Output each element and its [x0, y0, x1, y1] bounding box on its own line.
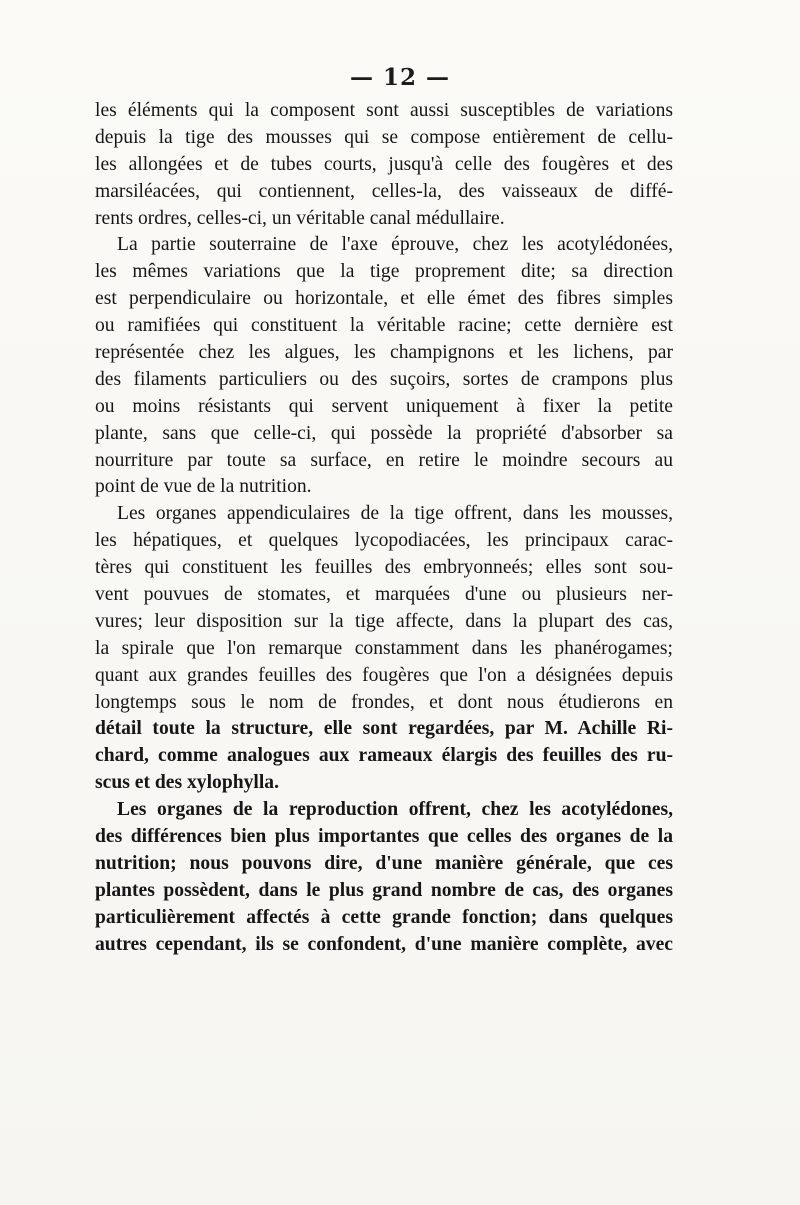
text-line: autres cependant, ils se confondent, d'une manière complète, avec — [95, 933, 673, 955]
text-line: point de vue de la nutrition. — [95, 476, 312, 498]
text-line: chard, comme analogues aux rameaux élargis des feuilles des ru- — [95, 745, 673, 767]
text-line: la spirale que l'on remarque constamment dans les phanérogames; — [95, 637, 673, 659]
text-line: est perpendiculaire ou horizontale, et elle émet des fibres simples — [95, 288, 673, 310]
page-number: — 12 — — [349, 64, 451, 91]
text-line: les mêmes variations que la tige proprement dite; sa direction — [95, 261, 673, 283]
text-line: détail toute la structure, elle sont regardées, par M. Achille Ri- — [95, 718, 673, 740]
text-line: vent pouvues de stomates, et marquées d'une ou plusieurs ner- — [95, 584, 673, 606]
text-line: les éléments qui la composent sont aussi susceptibles de variations — [95, 100, 673, 121]
text-line: longtemps sous le nom de frondes, et dont nous étudierons en — [95, 691, 673, 713]
text-line: Les organes appendiculaires de la tige offrent, dans les mousses, — [117, 503, 673, 525]
text-line: depuis la tige des mousses qui se compose entièrement de cellu- — [95, 126, 673, 148]
text-line: scus et des xylophylla. — [95, 772, 279, 794]
text-line: La partie souterraine de l'axe éprouve, chez les acotylédonées, — [117, 234, 673, 256]
text-line: particulièrement affectés à cette grande fonction; dans quelques — [95, 906, 673, 928]
text-line: nutrition; nous pouvons dire, d'une manière générale, que ces — [95, 852, 673, 874]
text-line: des différences bien plus importantes que celles des organes de la — [95, 826, 673, 848]
text-line: les hépatiques, et quelques lycopodiacées, les principaux carac- — [95, 530, 673, 552]
body-text — [95, 98, 673, 959]
text-line: nourriture par toute sa surface, en retire le moindre secours au — [95, 449, 673, 471]
text-line: tères qui constituent les feuilles des embryonneés; elles sont sou- — [95, 557, 673, 579]
text-line: représentée chez les algues, les champignons et les lichens, par — [95, 342, 673, 364]
text-line: plante, sans que celle-ci, qui possède la propriété d'absorber sa — [95, 422, 673, 444]
text-line: des filaments particuliers ou des suçoirs, sortes de crampons plus — [95, 368, 673, 390]
text-line: rents ordres, celles-ci, un véritable canal médullaire. — [95, 207, 505, 229]
text-line: ou moins résistants qui servent uniquement à fixer la petite — [95, 395, 673, 417]
text-line: quant aux grandes feuilles des fougères que l'on a désignées depuis — [95, 664, 673, 686]
text-line: les allongées et de tubes courts, jusqu'à celle des fougères et des — [95, 153, 673, 175]
text-line: Les organes de la reproduction offrent, chez les acotylédones, — [117, 799, 673, 821]
text-line: plantes possèdent, dans le plus grand nombre de cas, des organes — [95, 879, 673, 901]
text-line: vures; leur disposition sur la tige affecte, dans la plupart des cas, — [95, 610, 673, 632]
text-line: ou ramifiées qui constituent la véritable racine; cette dernière est — [95, 315, 673, 337]
text-line: marsiléacées, qui contiennent, celles-la, des vaisseaux de diffé- — [95, 180, 673, 202]
